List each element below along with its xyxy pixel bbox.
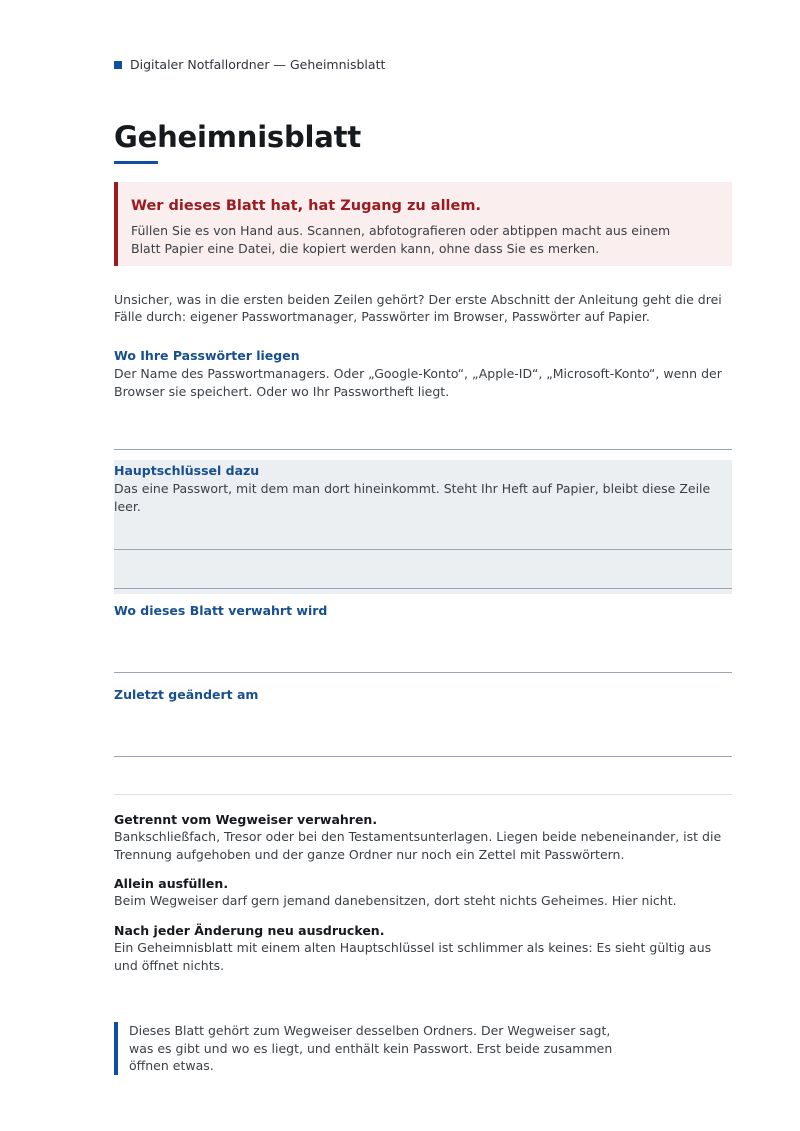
field-password-location bbox=[114, 348, 732, 400]
breadcrumb bbox=[114, 57, 385, 72]
rule-item bbox=[114, 812, 732, 863]
rule-title: Getrennt vom Wegweiser verwahren. bbox=[114, 812, 378, 827]
rule-text: Beim Wegweiser darf gern jemand danebensitzen, dort steht nichts Geheimes. Hier nicht. bbox=[114, 893, 677, 908]
breadcrumb-square-icon bbox=[114, 61, 122, 69]
warning-text: Füllen Sie es von Hand aus. Scannen, abfotografieren oder abtippen macht aus einem Blatt Papier eine Datei, die kopiert werden kann, ohne dass Sie es merken. bbox=[131, 223, 671, 256]
field-label: Wo dieses Blatt verwahrt wird bbox=[114, 603, 328, 618]
write-line-master-key-2[interactable] bbox=[114, 588, 732, 589]
field-label: Wo Ihre Passwörter liegen bbox=[114, 348, 300, 363]
write-line-storage-location[interactable] bbox=[114, 672, 732, 673]
field-label: Zuletzt geändert am bbox=[114, 687, 259, 702]
rule-item bbox=[114, 923, 732, 974]
intro-text: Unsicher, was in die ersten beiden Zeilen gehört? Der erste Abschnitt der Anleitung geht die drei Fälle durch: eigener Passwortmanager, Passwörter im Browser, Passwörter auf Papier. bbox=[114, 292, 722, 324]
field-label: Hauptschlüssel dazu bbox=[114, 463, 260, 478]
field-master-key bbox=[114, 463, 732, 515]
warning-heading: Wer dieses Blatt hat, hat Zugang zu allem. bbox=[131, 198, 481, 214]
write-line-password-location[interactable] bbox=[114, 449, 732, 450]
page-title: Geheimnisblatt bbox=[114, 120, 361, 154]
section-divider bbox=[114, 794, 732, 795]
rule-title: Nach jeder Änderung neu ausdrucken. bbox=[114, 923, 385, 938]
title-underline bbox=[114, 161, 158, 164]
write-line-last-changed[interactable] bbox=[114, 756, 732, 757]
rule-title: Allein ausfüllen. bbox=[114, 876, 229, 891]
footer-note: Dieses Blatt gehört zum Wegweiser desselben Ordners. Der Wegweiser sagt, was es gibt und wo es liegt, und enthält kein Passwort. Erst beide zusammen öffnen etwas. bbox=[114, 1022, 629, 1075]
field-last-changed bbox=[114, 687, 258, 702]
field-help: Der Name des Passwortmanagers. Oder „Google-Konto“, „Apple-ID“, „Microsoft-Konto“, wenn der Browser sie speichert. Oder wo Ihr Passwortheft liegt. bbox=[114, 366, 722, 399]
rule-text: Bankschließfach, Tresor oder bei den Testamentsunterlagen. Liegen beide nebeneinander, ist die Trennung aufgehoben und der ganze Ordner nur noch ein Zettel mit Passwörtern. bbox=[114, 829, 722, 862]
breadcrumb-text: Digitaler Notfallordner — Geheimnisblatt bbox=[130, 57, 386, 72]
write-line-master-key-1[interactable] bbox=[114, 549, 732, 550]
rule-text: Ein Geheimnisblatt mit einem alten Hauptschlüssel ist schlimmer als keines: Es sieht gültig aus und öffnet nichts. bbox=[114, 940, 712, 973]
field-storage-location bbox=[114, 603, 327, 618]
field-help: Das eine Passwort, mit dem man dort hineinkommt. Steht Ihr Heft auf Papier, bleibt diese Zeile leer. bbox=[114, 481, 711, 514]
rule-item bbox=[114, 876, 732, 910]
warning-box bbox=[114, 182, 732, 266]
